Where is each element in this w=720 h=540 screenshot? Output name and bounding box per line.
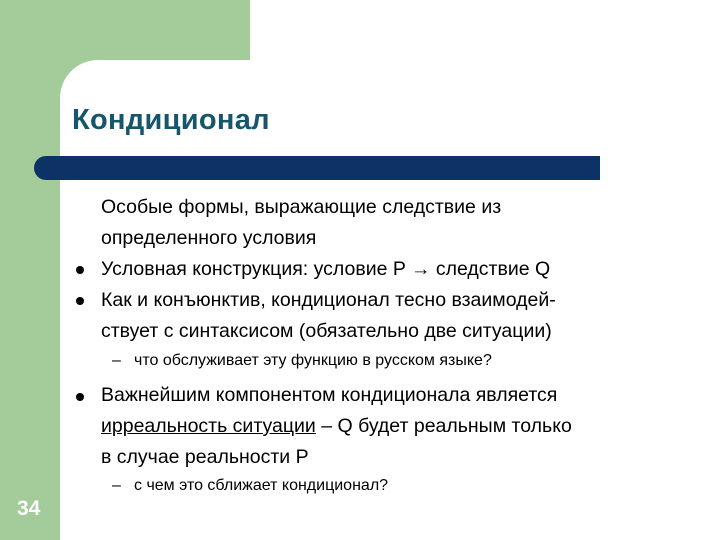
slide-title: Кондиционал	[72, 104, 270, 136]
bullet-dot	[76, 266, 84, 274]
slide-number: 34	[17, 497, 41, 520]
bullet-dot	[76, 393, 84, 401]
bullet-item-2	[101, 285, 556, 347]
bullet-2-line-2: ствует с синтаксисом (обязательно две ситуации)	[101, 320, 552, 342]
bullet-3-line-2	[101, 411, 572, 442]
bullet-dot	[76, 297, 84, 305]
bullet-3-line-3: в случае реальности P	[101, 446, 309, 468]
bullet-3-line-1: Важнейшим компонентом кондиционала является	[101, 384, 558, 406]
sub-item-1: что обслуживает эту функцию в русском языке?	[134, 352, 492, 369]
intro-line-1: Особые формы, выражающие следствие из	[101, 196, 502, 218]
sub-item-dash: –	[112, 352, 121, 369]
sub-item-2: с чем это сближает кондиционал?	[134, 477, 389, 494]
bullet-item-1	[101, 254, 550, 285]
bullet-1-line-1: Условная конструкция: условие P → следствие Q	[101, 258, 551, 280]
bullet-2-line-1: Как и конъюнктив, кондиционал тесно взаимодей-	[101, 289, 556, 311]
sub-item-dash: –	[112, 477, 121, 494]
intro-line-2: определенного условия	[101, 227, 317, 249]
bullet-item-3	[101, 380, 572, 473]
underlined-term: ирреальность ситуации	[101, 415, 316, 437]
intro-paragraph	[101, 192, 501, 254]
bullet-3-line-2-rest: – Q будет реальным только	[315, 415, 572, 437]
